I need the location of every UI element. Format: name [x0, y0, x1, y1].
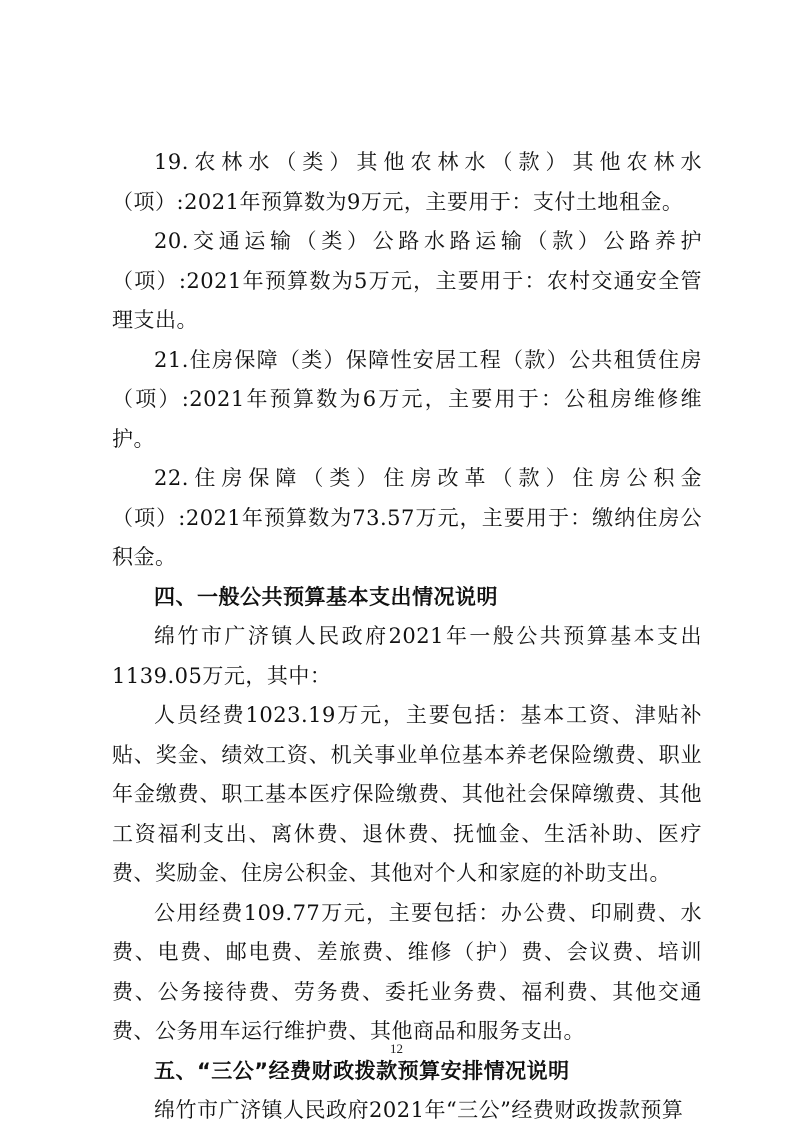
document-body — [112, 143, 702, 1131]
paragraph-item-21: 21.住房保障（类）保障性安居工程（款）公共租赁住房（项）:2021年预算数为6万元，主要用于：公租房维修维护。 — [112, 347, 702, 451]
section-heading-4: 四、一般公共预算基本支出情况说明 — [154, 584, 498, 609]
paragraph-three-public-budget: 绵竹市广济镇人民政府2021年“三公”经费财政拨款预算 — [154, 1098, 684, 1122]
paragraph-item-20: 20.交通运输（类）公路水路运输（款）公路养护（项）:2021年预算数为5万元，主要用于：农村交通安全管理支出。 — [112, 229, 702, 332]
paragraph-personnel-expenses: 人员经费1023.19万元，主要包括：基本工资、津贴补贴、奖金、绩效工资、机关事业单位基本养老保险缴费、职业年金缴费、职工基本医疗保险缴费、其他社会保障缴费、其他工资福利支出、离休费、退休费、抚恤金、生活补助、医疗费、奖励金、住房公积金、其他对个人和家庭的补助支出。 — [112, 703, 702, 885]
paragraph-public-expenses: 公用经费109.77万元，主要包括：办公费、印刷费、水费、电费、邮电费、差旅费、维修（护）费、会议费、培训费、公务接待费、劳务费、委托业务费、福利费、其他交通费、公务用车运行维护费、其他商品和服务支出。 — [112, 900, 702, 1043]
paragraph-basic-expenditure: 绵竹市广济镇人民政府2021年一般公共预算基本支出1139.05万元，其中： — [112, 624, 702, 688]
paragraph-item-19: 19.农林水（类）其他农林水（款）其他农林水（项）:2021年预算数为9万元，主要用于：支付土地租金。 — [112, 150, 702, 214]
section-heading-5: 五、“三公”经费财政拨款预算安排情况说明 — [154, 1058, 570, 1083]
page-number: 12 — [390, 1041, 403, 1056]
paragraph-item-22: 22.住房保障（类）住房改革（款）住房公积金（项）:2021年预算数为73.57万元，主要用于：缴纳住房公积金。 — [112, 466, 702, 569]
